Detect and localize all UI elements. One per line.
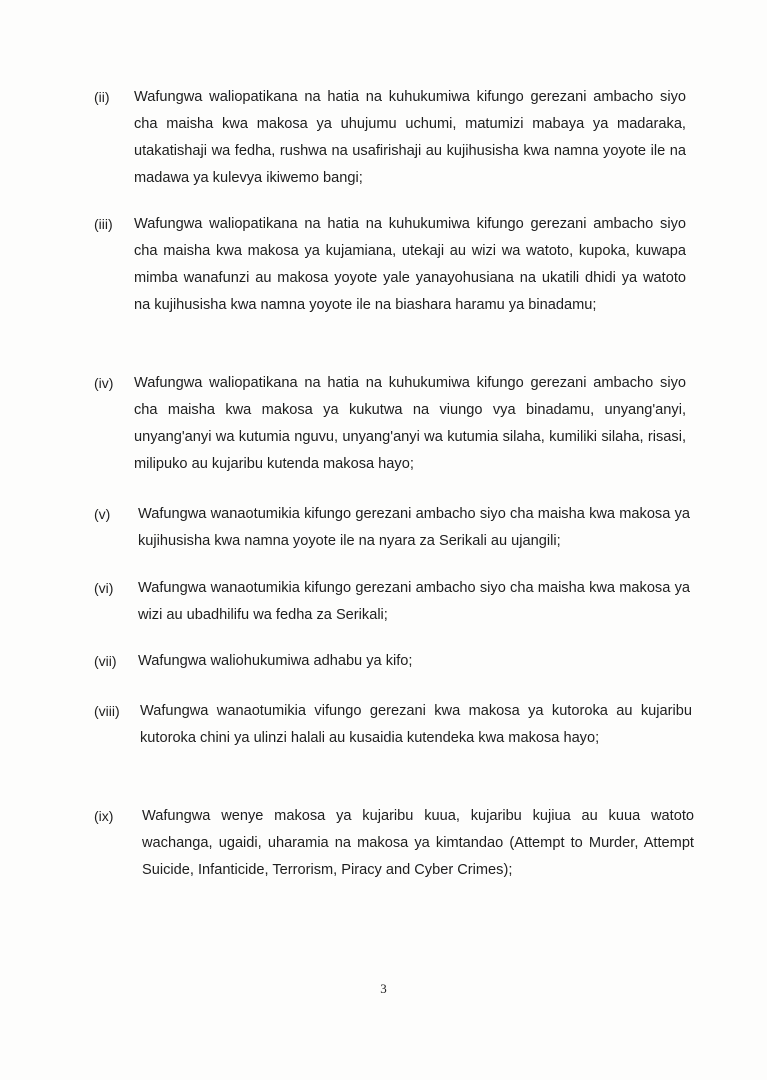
item-number: (ix)	[94, 808, 114, 824]
item-number: (iv)	[94, 375, 114, 391]
item-text: Wafungwa waliohukumiwa adhabu ya kifo;	[138, 653, 413, 669]
item-text: Wafungwa waliopatikana na hatia na kuhukumiwa kifungo gerezani ambacho siyo cha maisha kwa makosa ya kukutwa na viungo vya binadamu, unyang'anyi, unyang'anyi wa kutumia nguvu, unyang'anyi wa kutumia silaha, kumiliki silaha, risasi, milipuko au kujaribu kutenda makosa hayo;	[134, 375, 686, 472]
list-item-vii	[94, 648, 694, 675]
list-item-vi	[94, 575, 694, 629]
list-item-iii	[94, 211, 694, 319]
list-item-iv	[94, 370, 694, 478]
item-number: (ii)	[94, 89, 110, 105]
item-text: Wafungwa wenye makosa ya kujaribu kuua, kujaribu kujiua au kuua watoto wachanga, ugaidi, uharamia na makosa ya kimtandao (Attempt to Murder, Attempt Suicide, Infanticide, Terrorism, Piracy and Cyber Crimes);	[142, 808, 694, 878]
list-item-v	[94, 501, 694, 555]
item-text: Wafungwa wanaotumikia kifungo gerezani ambacho siyo cha maisha kwa makosa ya wizi au ubadhilifu wa fedha za Serikali;	[138, 580, 690, 623]
item-number: (vi)	[94, 580, 114, 596]
item-number: (viii)	[94, 703, 120, 719]
list-item-viii	[94, 698, 694, 752]
list-item-ii	[94, 84, 694, 192]
item-text: Wafungwa wanaotumikia vifungo gerezani kwa makosa ya kutoroka au kujaribu kutoroka chini ya ulinzi halali au kusaidia kutendeka kwa makosa hayo;	[140, 703, 692, 746]
item-text: Wafungwa waliopatikana na hatia na kuhukumiwa kifungo gerezani ambacho siyo cha maisha kwa makosa ya kujamiana, utekaji au wizi wa watoto, kupoka, kuwapa mimba wanafunzi au makosa yoyote yale yanayohusiana na ukatili dhidi ya watoto na kujihusisha kwa namna yoyote ile na biashara haramu ya binadamu;	[134, 216, 686, 313]
list-item-ix	[94, 803, 694, 884]
item-text: Wafungwa wanaotumikia kifungo gerezani ambacho siyo cha maisha kwa makosa ya kujihusisha kwa namna yoyote ile na nyara za Serikali au ujangili;	[138, 506, 690, 549]
item-number: (iii)	[94, 216, 113, 232]
item-number: (vii)	[94, 653, 117, 669]
page-number: 3	[380, 981, 387, 996]
item-text: Wafungwa waliopatikana na hatia na kuhukumiwa kifungo gerezani ambacho siyo cha maisha kwa makosa ya uhujumu uchumi, matumizi mabaya ya madaraka, utakatishaji wa fedha, rushwa na usafirishaji au kujihusisha kwa namna yoyote ile na madawa ya kulevya ikiwemo bangi;	[134, 89, 686, 186]
item-number: (v)	[94, 506, 111, 522]
